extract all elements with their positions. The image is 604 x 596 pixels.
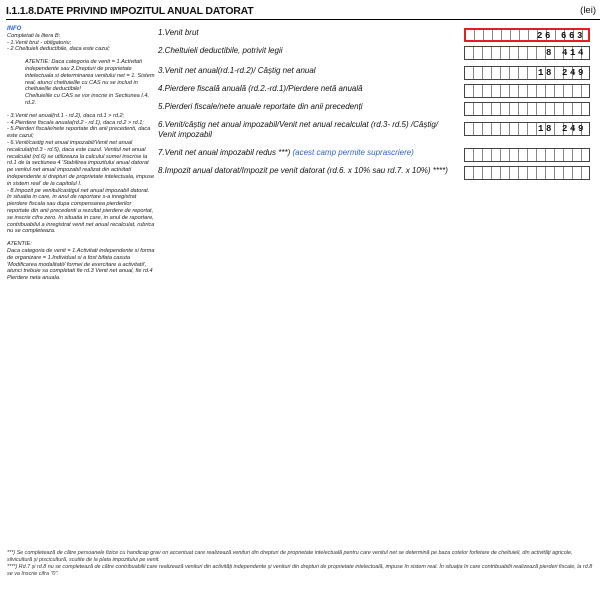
info-line: - 6.Venit/castig net anual impozabil/Venit net anual recalculat(rd.3 - rd.5), daca este cazul. Venitul net anual recalculat (rd.6) se utilizeaza la calculul sumei inscrise la rd.1 de la sectiunea 4 'Stabilirea impozitului anual datorat pe venitul net anual impozabil realizat din activitati independente si drepturi de proprietate intelectuala, impuse in sistem real' de la capitolul I. bbox=[7, 139, 155, 187]
section-title: I.1.1.8.DATE PRIVIND IMPOZITUL ANUAL DATORAT bbox=[6, 5, 254, 17]
row-label bbox=[158, 102, 456, 112]
row-label-text: 1.Venit brut bbox=[158, 28, 199, 37]
info-line: - 5.Pierderi fiscale/nete reportate din anii precedenti, daca este cazul; bbox=[7, 126, 151, 140]
unit-label: (lei) bbox=[580, 5, 596, 16]
amount-field[interactable] bbox=[464, 46, 590, 60]
info-line: - 4.Pierdere fiscala anuala(rd.2 - rd.1), daca rd.2 > rd.1; bbox=[7, 119, 144, 126]
info-title: INFO bbox=[7, 26, 22, 32]
row-label-text: 6.Venit/câștig net anual impozabil/Venit net anual recalculat (rd.3- rd.5) /Câștig/ Venit impozabil bbox=[158, 120, 438, 139]
row-label bbox=[158, 148, 456, 158]
info-line: - 2.Cheltuieli deductibile, daca este cazul; bbox=[7, 46, 110, 53]
amount-field[interactable] bbox=[464, 84, 590, 98]
section-header bbox=[6, 5, 600, 20]
row-label-text: 5.Pierderi fiscale/nete anuale reportate din anii precedenți bbox=[158, 102, 363, 111]
footnote: ****) Rd.7 și rd.8 nu se completează de către contribuabilii care realizează venituri din activități independente și venituri din drepturi de proprietate intelectuală, impuse în sistem real. În situația în care contribuabilii realizează pierderi fiscale, la rd.8 se va înscrie cifra "0". bbox=[7, 564, 593, 577]
row-label-text: 3.Venit net anual(rd.1-rd.2)/ Câștig net anual bbox=[158, 66, 316, 75]
amount-value: 18 249 bbox=[537, 68, 586, 78]
info-line: - 1.Venit brut - obligatoriu; bbox=[7, 39, 72, 46]
info-attention: Daca categoria de venit = 1.Activitati independente si forma de organizare = 1.Individual si a fost bifata casuta 'Modificarea modalitatii/ formei de exercitare a activitatii', atunci trebuie sa completati fie rd.3 Venit net anual, fie rd.4 Pierdere neta anuala. bbox=[7, 247, 155, 282]
info-line: - 8.Impozit pe venitul/castigul net anual impozabil datorat. In situatia in care, in anul de raportare s-a inregistrat pierdere fiscala sau dupa compensarea pierderilor reportate din anii precedenti a rezultat pierdere de reportat, se inscrie cifra zero. In situatia in care, in anul de raportare, contribuabilul a inregistrat venit net anual recalculat, rubrica nu se completeaza. bbox=[7, 187, 155, 235]
row-hint: (acest camp permite suprascriere) bbox=[292, 148, 414, 157]
amount-field[interactable] bbox=[464, 148, 590, 162]
amount-value: 18 249 bbox=[537, 124, 586, 134]
info-attention-title: ATENTIE: bbox=[7, 241, 32, 248]
amount-value: 8 414 bbox=[545, 48, 586, 58]
row-label bbox=[158, 66, 456, 76]
row-label bbox=[158, 46, 456, 56]
info-line: Completati la litera B: bbox=[7, 32, 61, 39]
amount-field[interactable] bbox=[464, 166, 590, 180]
footnote: ***) Se completează de către persoanele fizice cu handicap grav ori accentuat care realizează venituri din drepturi de proprietate intelectuală pentru care venitul net se determină pe baza cotelor forfetare de cheltuieli, din activități agricole, silvicultură și piscicultură, scutite de la plata impozitului pe venit. bbox=[7, 550, 573, 563]
info-attention: Cheltuielile cu CAS se vor inscrie in Sectiunea I.4, rd.2. bbox=[25, 93, 150, 106]
row-label bbox=[158, 28, 456, 38]
amount-field[interactable] bbox=[464, 28, 590, 42]
amount-field[interactable] bbox=[464, 66, 590, 80]
row-label bbox=[158, 120, 456, 140]
row-label bbox=[158, 84, 456, 94]
footnotes bbox=[7, 550, 597, 578]
row-label-text: 8.Impozit anual datorat/Impozit pe venit datorat (rd.6. x 10% sau rd.7. x 10%) ****) bbox=[158, 166, 448, 175]
amount-field[interactable] bbox=[464, 122, 590, 136]
info-line: - 3.Venit net anual(rd.1 - rd.2), daca rd.1 > rd.2; bbox=[7, 112, 125, 119]
info-attention: ATENTIE: Daca categoria de venit = 1.Activitati independente sau 2.Drepturi de proprietate intelectuala si determinarea venitului net = 1. Sistem real, atunci cheltuielile cu CAS nu se includ in cheltuielile deductibile! bbox=[25, 59, 155, 93]
amount-field[interactable] bbox=[464, 102, 590, 116]
amount-value: 26 663 bbox=[536, 31, 585, 41]
row-label bbox=[158, 166, 456, 176]
row-label-text: 4.Pierdere fiscală anuală (rd.2.-rd.1)/Pierdere netă anuală bbox=[158, 84, 363, 93]
row-label-text: 2.Cheltuieli deductibile, potrivit legii bbox=[158, 46, 283, 55]
row-label-text: 7.Venit net anual impozabil redus ***) bbox=[158, 148, 291, 157]
info-panel bbox=[7, 26, 155, 282]
